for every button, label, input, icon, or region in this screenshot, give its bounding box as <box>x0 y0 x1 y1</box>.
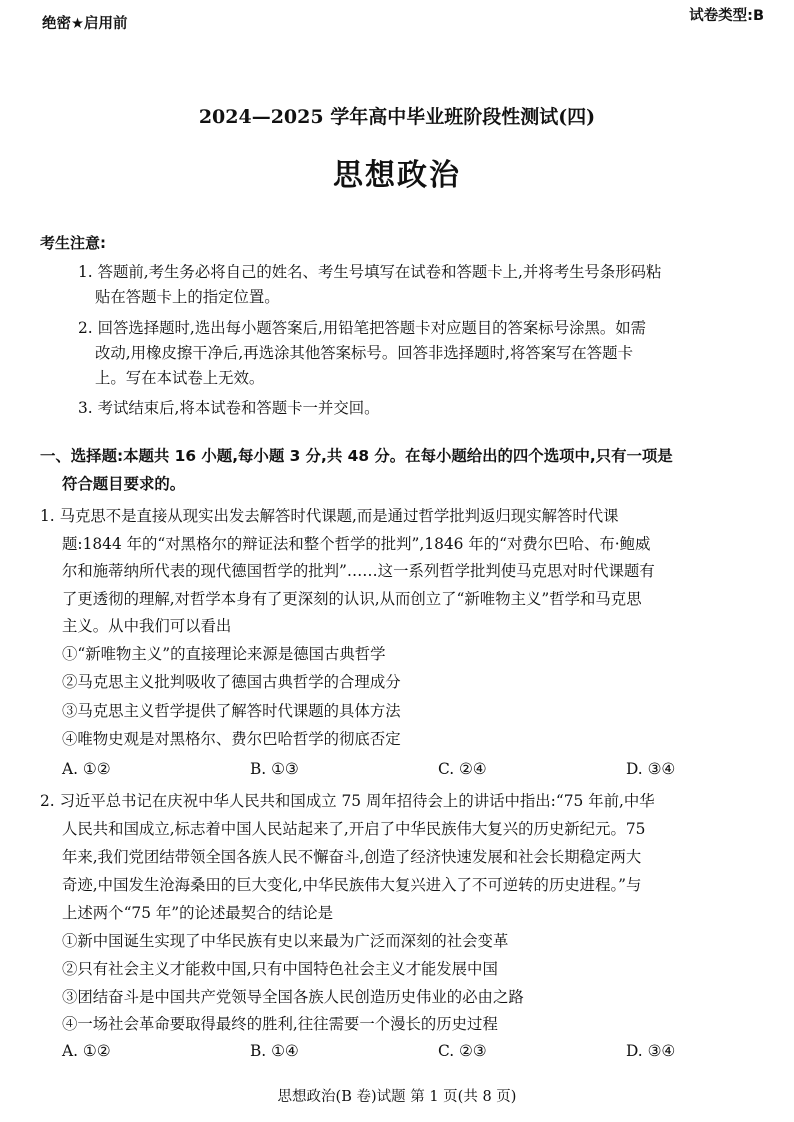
section-heading: 一、选择题:本题共 16 小题,每小题 3 分,共 48 分。在每小题给出的四个选项中,只有一项是 <box>40 447 673 465</box>
notice-line: 改动,用橡皮擦干净后,再选涂其他答案标号。回答非选择题时,将答案写在答题卡 <box>95 344 633 362</box>
q1-option-b: B. ①③ <box>250 760 299 778</box>
section-heading-cont: 符合题目要求的。 <box>62 475 186 493</box>
q1-statement: ①“新唯物主义”的直接理论来源是德国古典哲学 <box>62 645 386 663</box>
q1-statement: ③马克思主义哲学提供了解答时代课题的具体方法 <box>62 702 401 720</box>
q1-stem-line: 主义。从中我们可以看出 <box>62 617 232 635</box>
q1-stem-line: 1. 马克思不是直接从现实出发去解答时代课题,而是通过哲学批判返归现实解答时代课 <box>40 507 619 525</box>
subject-title: 思想政治 <box>333 158 461 193</box>
q1-statement: ②马克思主义批判吸收了德国古典哲学的合理成分 <box>62 673 401 691</box>
q1-option-c: C. ②④ <box>438 760 487 778</box>
notice-line: 1. 答题前,考生务必将自己的姓名、考生号填写在试卷和答题卡上,并将考生号条形码粘 <box>78 263 662 281</box>
q2-stem-line: 上述两个“75 年”的论述最契合的结论是 <box>62 904 334 922</box>
q1-stem-line: 了更透彻的理解,对哲学本身有了更深刻的认识,从而创立了“新唯物主义”哲学和马克思 <box>62 590 642 608</box>
q2-option-a: A. ①② <box>62 1042 111 1060</box>
q1-statement: ④唯物史观是对黑格尔、费尔巴哈哲学的彻底否定 <box>62 730 401 748</box>
q1-option-a: A. ①② <box>62 760 111 778</box>
q2-statement: ③团结奋斗是中国共产党领导全国各族人民创造历史伟业的必由之路 <box>62 988 524 1006</box>
notice-line: 贴在答题卡上的指定位置。 <box>95 288 280 306</box>
paper-type-label: 试卷类型:B <box>689 8 764 24</box>
confidential-label: 绝密★启用前 <box>42 16 128 32</box>
q2-stem-line: 2. 习近平总书记在庆祝中华人民共和国成立 75 周年招待会上的讲话中指出:“75 年前,中华 <box>40 792 655 810</box>
q1-option-d: D. ③④ <box>626 760 676 778</box>
page-footer: 思想政治(B 卷)试题 第 1 页(共 8 页) <box>277 1089 517 1105</box>
q2-statement: ④一场社会革命要取得最终的胜利,往往需要一个漫长的历史过程 <box>62 1015 498 1033</box>
notice-line: 3. 考试结束后,将本试卷和答题卡一并交回。 <box>78 399 380 417</box>
q2-stem-line: 奇迹,中国发生沧海桑田的巨大变化,中华民族伟大复兴进入了不可逆转的历史进程。”与 <box>62 876 642 894</box>
notice-line: 上。写在本试卷上无效。 <box>95 369 265 387</box>
exam-title: 2024—2025 学年高中毕业班阶段性测试(四) <box>198 106 596 128</box>
q2-option-d: D. ③④ <box>626 1042 676 1060</box>
q2-stem-line: 年来,我们党团结带领全国各族人民不懈奋斗,创造了经济快速发展和社会长期稳定两大 <box>62 848 642 866</box>
q2-stem-line: 人民共和国成立,标志着中国人民站起来了,开启了中华民族伟大复兴的历史新纪元。75 <box>62 820 646 838</box>
q2-statement: ①新中国诞生实现了中华民族有史以来最为广泛而深刻的社会变革 <box>62 932 509 950</box>
q2-options <box>62 1042 727 1062</box>
q1-options <box>62 760 727 780</box>
notice-line: 2. 回答选择题时,选出每小题答案后,用铅笔把答题卡对应题目的答案标号涂黑。如需 <box>78 319 647 337</box>
q1-stem-line: 尔和施蒂纳所代表的现代德国哲学的批判”……这一系列哲学批判使马克思对时代课题有 <box>62 562 655 580</box>
q1-stem-line: 题:1844 年的“对黑格尔的辩证法和整个哲学的批判”,1846 年的“对费尔巴哈、布·鲍威 <box>62 535 651 553</box>
q2-option-b: B. ①④ <box>250 1042 299 1060</box>
notice-heading: 考生注意: <box>40 234 106 252</box>
q2-option-c: C. ②③ <box>438 1042 487 1060</box>
q2-statement: ②只有社会主义才能救中国,只有中国特色社会主义才能发展中国 <box>62 960 498 978</box>
